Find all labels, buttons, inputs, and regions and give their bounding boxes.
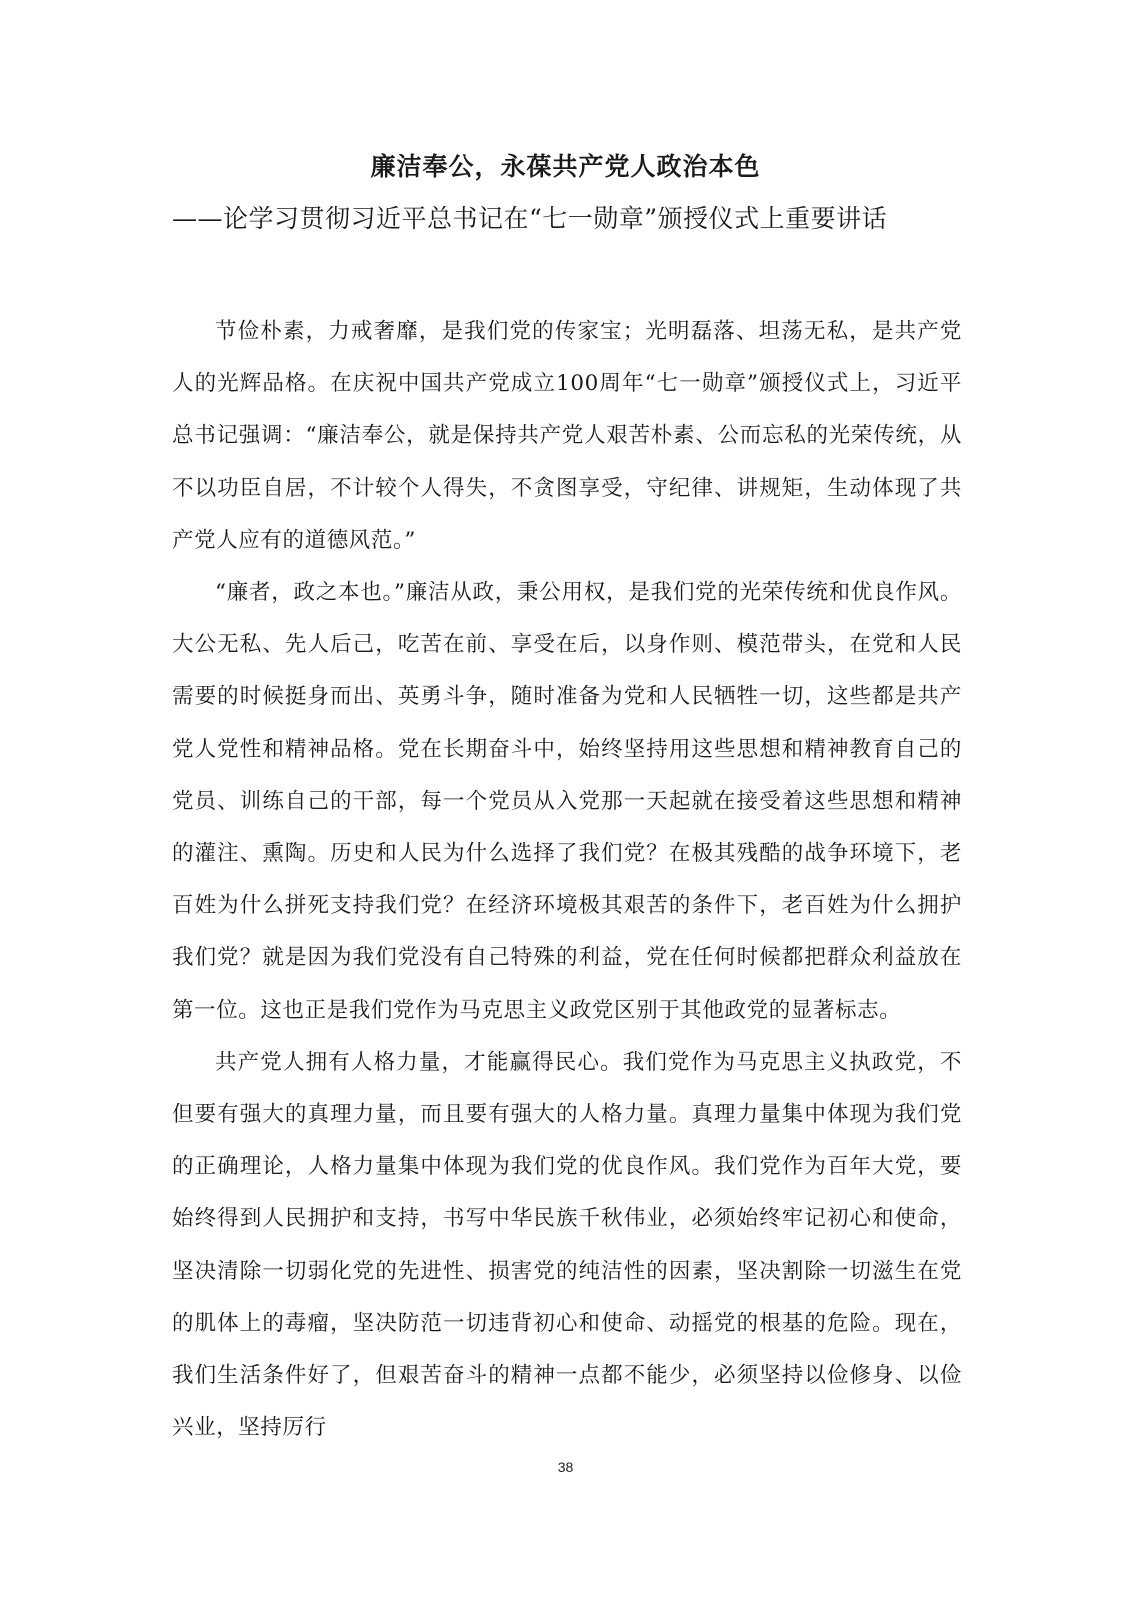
page-number: 38 xyxy=(557,1459,574,1475)
paragraph-2: “廉者，政之本也。”廉洁从政，秉公用权，是我们党的光荣传统和优良作风。大公无私、先人后己，吃苦在前、享受在后，以身作则、模范带头，在党和人民需要的时候挺身而出、英勇斗争，随时准备为党和人民牺牲一切，这些都是共产党人党性和精神品格。党在长期奋斗中，始终坚持用这些思想和精神教育自己的党员、训练自己的干部，每一个党员从入党那一天起就在接受着这些思想和精神的灌注、熏陶。历史和人民为什么选择了我们党？在极其残酷的战争环境下，老百姓为什么拼死支持我们党？在经济环境极其艰苦的条件下，老百姓为什么拥护我们党？就是因为我们党没有自己特殊的利益，党在任何时候都把群众利益放在第一位。这也正是我们党作为马克思主义政党区别于其他政党的显著标志。 xyxy=(172,580,962,1023)
document-title: 廉洁奉公，永葆共产党人政治本色 xyxy=(370,152,761,181)
document-subtitle: ——论学习贯彻习近平总书记在“七一勋章”颁授仪式上重要讲话 xyxy=(172,204,888,233)
body-text xyxy=(172,306,962,1454)
paragraph-1: 节俭朴素，力戒奢靡，是我们党的传家宝；光明磊落、坦荡无私，是共产党人的光辉品格。在庆祝中国共产党成立100周年“七一勋章”颁授仪式上，习近平总书记强调：“廉洁奉公，就是保持共产党人艰苦朴素、公而忘私的光荣传统，从不以功臣自居，不计较个人得失，不贪图享受，守纪律、讲规矩，生动体现了共产党人应有的道德风范。” xyxy=(172,319,962,553)
paragraph-3: 共产党人拥有人格力量，才能赢得民心。我们党作为马克思主义执政党，不但要有强大的真理力量，而且要有强大的人格力量。真理力量集中体现为我们党的正确理论，人格力量集中体现为我们党的优良作风。我们党作为百年大党，要始终得到人民拥护和支持，书写中华民族千秋伟业，必须始终牢记初心和使命，坚决清除一切弱化党的先进性、损害党的纯洁性的因素，坚决割除一切滋生在党的肌体上的毒瘤，坚决防范一切违背初心和使命、动摇党的根基的危险。现在，我们生活条件好了，但艰苦奋斗的精神一点都不能少，必须坚持以俭修身、以俭兴业，坚持厉行 xyxy=(172,1049,962,1441)
